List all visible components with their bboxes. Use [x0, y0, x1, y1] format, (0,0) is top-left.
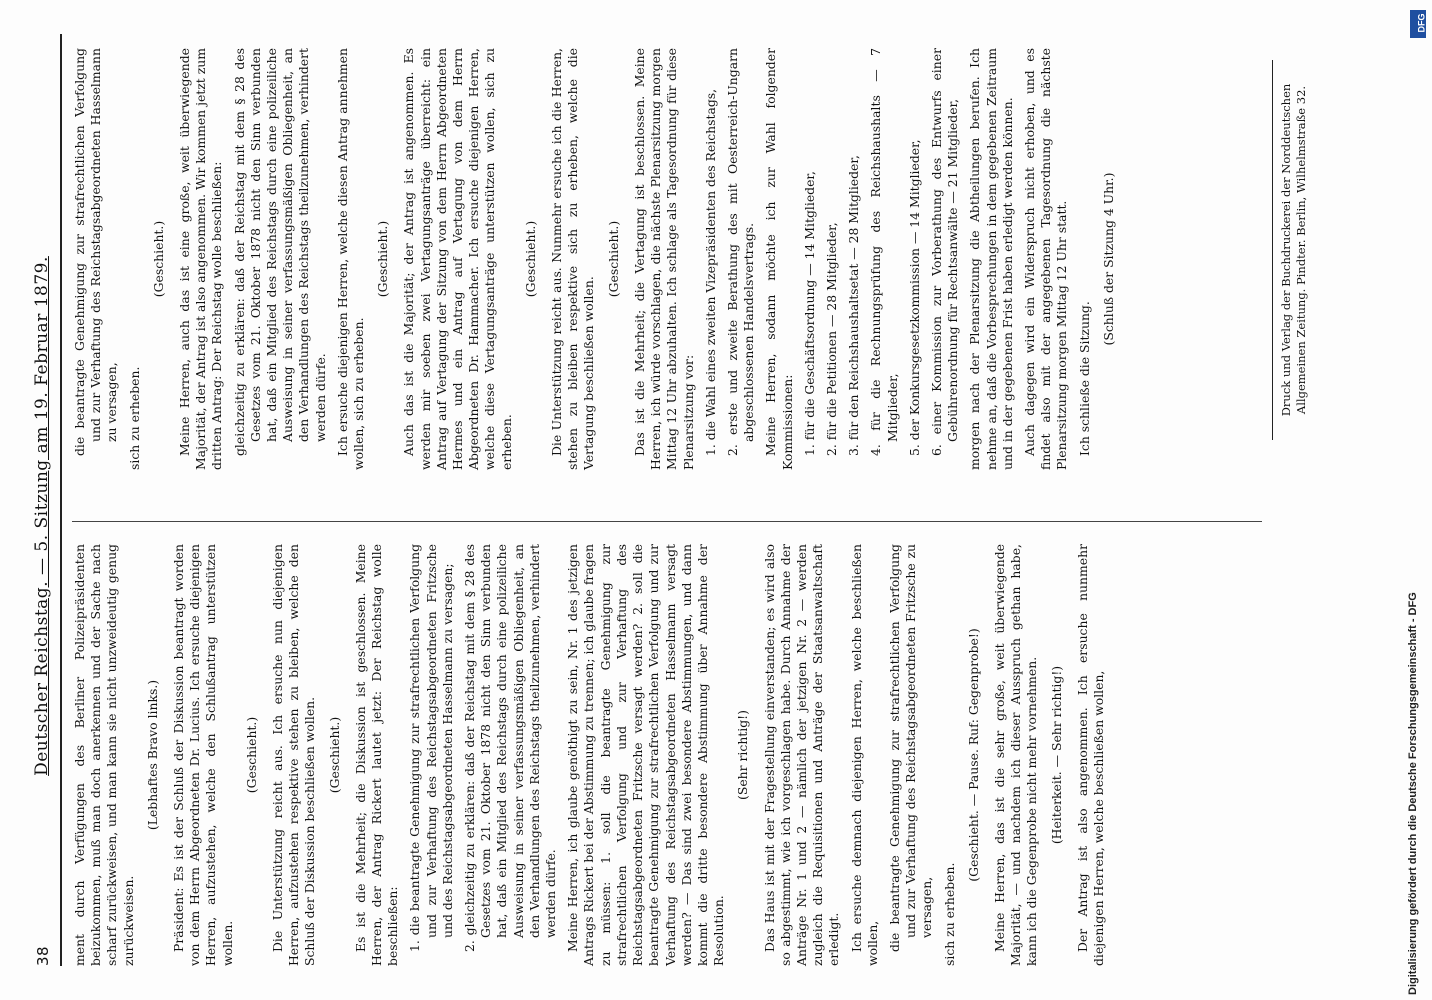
interjection: (Sehr richtig!) — [735, 710, 751, 800]
paragraph: Die Unterstützung reicht aus. Ich ersuche nun diejenigen Herren, aufzustehen respektive stehen zu bleiben, welche den Schluß der Diskussion beschließen wollen. — [270, 544, 318, 966]
column-divider — [72, 521, 1262, 522]
motion-item: 1. die beantragte Genehmigung zur strafrechtlichen Verfolgung und zur Verhaftung des Reichstagsabgeordneten Fritzsche und des Reichstagsabgeordneten Hasselmann zu versagen; — [407, 544, 455, 952]
dfg-logo: DFG — [1410, 10, 1426, 38]
commission-item: 1. für die Geschäftsordnung — 14 Mitglieder, — [801, 171, 817, 456]
printer-imprint: Druck und Verlag der Buchdruckerei der Norddeutschen Allgemeinen Zeitung. Pindter. Berlin, Wilhelmstraße 32. — [1272, 60, 1309, 440]
interjection: (Geschieht.) — [375, 220, 391, 298]
paragraph: Ich schließe die Sitzung. — [1076, 301, 1092, 456]
paragraph: Meine Herren, sodann möchte ich zur Wahl folgender Kommissionen: — [763, 48, 795, 470]
commission-item: 3. für den Reichshaushaltsetat — 28 Mitglieder, — [846, 155, 862, 456]
paragraph: Meine Herren, ich glaube genöthigt zu sein, Nr. 1 des jetzigen Antrags Rickert bei der Abstimmung zu trennen; ich glaube fragen zu müssen: 1. soll die beantragte Genehmigung zur strafrechtlichen Verfolgung und zur Verhaftung des Reichstagsabgeordneten Fritzsche versagt werden? 2. soll die beantragte Genehmigung zur strafrechtlichen Verfolgung und zur Verhaftung des Reichstagsabgeordneten Hasselmann versagt werden? — Das sind zwei besondere Abstimmungen, und dann kommt die dritte besondere Abstimmung über Annahme der Resolution. — [565, 544, 727, 966]
motion-item: die beantragte Genehmigung zur strafrechtlichen Verfolgung und zur Verhaftung des Reichstagsabgeordneten Hasselmann zu versagen, — [72, 48, 120, 456]
paragraph: Das ist die Mehrheit; die Vertagung ist beschlossen. Meine Herren, ich würde vorschlagen, die nächste Plenarsitzung morgen Mittag 12 Uhr abzuhalten. Ich schlage als Tagesordnung für diese Plenarsitzung vor: — [631, 48, 696, 470]
paragraph: sich zu erheben. — [126, 366, 142, 470]
commission-item: 4. für die Rechnungsprüfung des Reichshaushalts — 7 Mitglieder, — [868, 48, 900, 456]
page-number: 38 — [34, 945, 52, 966]
page-header — [26, 34, 62, 966]
interjection: (Geschieht.) — [150, 220, 166, 298]
commission-item: 6. einer Kommission zur Vorberathung des Entwurfs einer Gebührenordnung für Rechtsanwälte — 21 Mitglieder, — [928, 48, 961, 456]
interjection: (Geschieht.) — [243, 716, 259, 794]
commission-item: 2. für die Petitionen — 28 Mitglieder, — [823, 222, 839, 456]
agenda-item: 2. erste und zweite Berathung des mit Oesterreich-Ungarn abgeschlossenen Handelsvertrags. — [724, 48, 757, 456]
interjection: (Geschieht.) — [522, 220, 538, 298]
paragraph: Das Haus ist mit der Fragestellung einverstanden; es wird also so abgestimmt, wie ich vorgeschlagen habe. Durch Annahme der Anträge Nr. 1 und 2 — nämlich der jetzigen Nr. 2 — werden zugleich die Requisitionen und Anträge der Staatsanwaltschaft erledigt. — [761, 544, 842, 966]
motion-item: gleichzeitig zu erklären: daß der Reichstag mit dem § 28 des Gesetzes vom 21. Oktober 1878 nicht den Sinn verbunden hat, daß ein Mitglied des Reichstags durch eine polizeiliche Ausweisung in seiner verfassungsmäßigen Obliegenheit, an den Verhandlungen des Reichstags theilzunehmen, verhindert werden dürfe. — [231, 48, 328, 456]
paragraph: Auch das ist die Majorität; der Antrag ist angenommen. Es werden mir soeben zwei Vertagungsanträge überreicht: ein Antrag auf Vertagung der Sitzung von dem Herrn Abgeordneten Hermes und ein Antrag auf Vertagung von dem Herrn Abgeordneten Dr. Hammacher. Ich ersuche diejenigen Herren, welche diese Vertagungsanträge unterstützen wollen, sich zu erheben. — [401, 48, 514, 470]
paragraph: Es ist die Mehrheit; die Diskussion ist geschlossen. Meine Herren, der Antrag Rickert lautet jetzt: Der Reichstag wolle beschließen: — [352, 544, 401, 966]
interjection: (Geschieht.) — [326, 716, 342, 794]
paragraph: Ich ersuche diejenigen Herren, welche diesen Antrag annehmen wollen, sich zu erheben. — [334, 48, 367, 470]
interjection: (Geschieht. — Pause. Ruf: Gegenprobe!) — [965, 628, 981, 882]
digitization-note: Digitalisierung gefördert durch die Deutsche Forschungsgemeinschaft - DFG — [1407, 592, 1419, 995]
paragraph: sich zu erheben. — [941, 862, 957, 966]
left-column — [72, 544, 1113, 966]
motion-item: 2. gleichzeitig zu erklären: daß der Reichstag mit dem § 28 des Gesetzes vom 21. Oktober 1878 nicht den Sinn verbunden hat, daß ein Mitglied des Reichstags durch eine polizeiliche Ausweisung in seiner verfassungsmäßigen Obliegenheit, an den Verhandlungen des Reichstags theilzunehmen, verhindert werden dürfe. — [462, 544, 559, 952]
paragraph: Meine Herren, auch das ist eine große, weit überwiegende Majorität, der Antrag ist also angenommen. Wir kommen jetzt zum dritten Antrag: Der Reichstag wolle beschließen: — [177, 48, 225, 470]
interjection: (Geschieht.) — [605, 220, 621, 298]
commission-item: 5. der Konkursgesetzkommission — 14 Mitglieder, — [906, 139, 922, 456]
page-title: Deutscher Reichstag. — 5. Sitzung am 19. Februar 1879. — [32, 256, 52, 776]
paragraph: Der Antrag ist also angenommen. Ich ersuche nunmehr diejenigen Herren, welche beschließen wollen, — [1074, 544, 1106, 966]
paragraph: Die Unterstützung reicht aus. Nunmehr ersuche ich die Herren, stehen zu bleiben respektive sich zu erheben, welche die Vertagung beschließen wollen. — [549, 48, 597, 470]
motion-item: die beantragte Genehmigung zur strafrechtlichen Verfolgung und zur Verhaftung des Reichstagsabgeordneten Fritzsche zu versagen, — [886, 544, 935, 952]
interjection: (Lebhaftes Bravo links.) — [144, 679, 160, 831]
interjection: (Schluß der Sitzung 4 Uhr.) — [1100, 172, 1116, 346]
paragraph: Präsident: Es ist der Schluß der Diskussion beantragt worden von dem Herrn Abgeordneten Dr. Lucius. Ich ersuche diejenigen Herren, aufzustehen, welche den Schlußantrag unterstützen wollen. — [171, 544, 235, 966]
paragraph: morgen nach der Plenarsitzung die Abtheilungen berufen. Ich nehme an, daß die Vorbesprechungen in dem gegebenen Zeitraum und in der gegebenen Frist haben erledigt werden können. — [967, 48, 1015, 470]
paragraph: Meine Herren, das ist die sehr große, weit überwiegende Majorität, — und nachdem ich dieser Ausspruch gethan habe, kann ich die Gegenprobe nicht mehr vornehmen. — [991, 544, 1040, 966]
interjection: (Heiterkeit. — Sehr richtig!) — [1048, 665, 1064, 845]
paragraph: Auch dagegen wird ein Widerspruch nicht erhoben, und es findet also mit der angegebenen Tagesordnung die nächste Plenarsitzung morgen Mittag 12 Uhr statt. — [1021, 48, 1070, 470]
paragraph: ment durch Verfügungen des Berliner Polizeipräsidenten beizukommen, muß man doch anerkennen und der Sache nach scharf zurückweisen, und man kann sie nicht unzweideutig genug zurückweisen. — [72, 544, 136, 966]
right-column — [72, 48, 1127, 470]
paragraph: Ich ersuche demnach diejenigen Herren, welche beschließen wollen, — [848, 544, 880, 966]
agenda-item: 1. die Wahl eines zweiten Vizepräsidenten des Reichstags, — [702, 88, 718, 456]
